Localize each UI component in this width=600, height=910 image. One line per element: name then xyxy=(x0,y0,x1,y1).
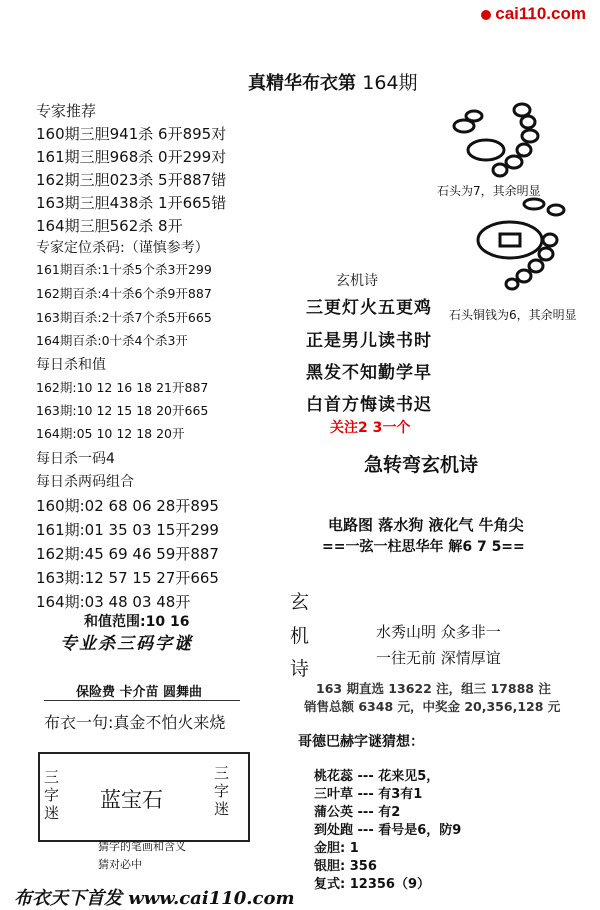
expert-row: 163期三胆438杀 1开665错 xyxy=(36,194,227,212)
expert-row: 164期三胆562杀 8开 xyxy=(36,217,183,235)
two-row: 161期:01 35 03 15开299 xyxy=(36,521,219,539)
sales-line: 销售总额 6348 元，中奖金 20,356,128 元 xyxy=(304,699,561,714)
box-note: 猜字的笔画和含义 xyxy=(98,840,186,853)
caption-2: 石头铜钱为6，其余明显 xyxy=(449,308,577,322)
divider xyxy=(44,700,240,701)
goethe-row: 复式: 12356（9） xyxy=(314,877,430,892)
xuan-line: 一往无前 深情厚谊 xyxy=(376,649,501,667)
sum-row: 162期:10 12 16 18 21开887 xyxy=(36,380,209,395)
two-row: 164期:03 48 03 48开 xyxy=(36,593,191,611)
footer[interactable]: 布衣天下首发 www.cai110.com xyxy=(14,888,295,909)
xuan-char: 玄 xyxy=(290,591,310,613)
xuan-char: 机 xyxy=(290,625,310,647)
box-right-label: 三字迷 xyxy=(214,764,230,818)
two-heading: 每日杀两码组合 xyxy=(36,474,134,490)
two-row: 160期:02 68 06 28开895 xyxy=(36,497,219,515)
clue-line-2: ==一弦一柱思华年 解6 7 5== xyxy=(322,539,525,555)
goethe-title: 哥德巴赫字谜猜想： xyxy=(298,734,424,750)
two-row: 163期:12 57 15 27开665 xyxy=(36,569,219,587)
poem-title: 急转弯玄机诗 xyxy=(364,454,479,476)
position-row: 162期百杀:4十杀6个杀9开887 xyxy=(36,286,212,301)
buyi-sentence: 布衣一句:真金不怕火来烧 xyxy=(44,713,226,732)
title-issue: 164期 xyxy=(362,72,418,94)
two-row: 162期:45 69 46 59开887 xyxy=(36,545,219,563)
riddle-title: 专业杀三码字谜 xyxy=(60,634,193,654)
site-logo[interactable] xyxy=(481,4,586,24)
sum-heading: 每日杀和值 xyxy=(36,357,106,373)
position-row: 161期百杀:1十杀5个杀3开299 xyxy=(36,262,212,277)
gem-chain-image-1 xyxy=(450,100,560,182)
page-title xyxy=(248,68,418,95)
expert-row: 161期三胆968杀 0开299对 xyxy=(36,148,227,166)
goethe-row: 到处跑 --- 看号是6，防9 xyxy=(314,823,462,838)
poem-label: 玄机诗 xyxy=(336,273,378,289)
goethe-row: 蒲公英 --- 有2 xyxy=(314,805,401,820)
clue-line: 电路图 落水狗 液化气 牛角尖 xyxy=(328,516,524,534)
sum-row: 163期:10 12 15 18 20开665 xyxy=(36,403,209,418)
position-row: 163期百杀:2十杀7个杀5开665 xyxy=(36,310,212,325)
goethe-row: 三叶草 --- 有3有1 xyxy=(314,787,423,802)
caption-1: 石头为7，其余明显 xyxy=(437,184,541,198)
sum-row: 164期:05 10 12 18 20开 xyxy=(36,426,185,441)
poem-line: 白首方悔读书迟 xyxy=(306,395,432,415)
goethe-row: 金胆: 1 xyxy=(314,841,359,856)
position-heading: 专家定位杀码:（谨慎参考） xyxy=(36,240,209,256)
goethe-row: 银胆: 356 xyxy=(314,859,377,874)
riddle-words: 保险费 卡介苗 圆舞曲 xyxy=(76,685,203,700)
expert-row: 162期三胆023杀 5开887错 xyxy=(36,171,227,189)
xuan-char: 诗 xyxy=(290,658,310,680)
box-word: 蓝宝石 xyxy=(100,788,163,812)
goethe-row: 桃花蕊 --- 花来见5， xyxy=(314,769,440,784)
box-left-label: 三字迷 xyxy=(44,768,60,822)
poem-line: 正是男儿读书时 xyxy=(306,331,432,351)
logo-dot-icon xyxy=(481,10,491,20)
attention-note: 关注2 3一个 xyxy=(330,420,411,436)
sales-line: 163 期直选 13622 注，组三 17888 注 xyxy=(316,681,551,696)
poem-line: 黑发不知勤学早 xyxy=(306,363,432,383)
sum-range: 和值范围:10 16 xyxy=(84,614,190,630)
gem-chain-image-2 xyxy=(470,196,575,292)
expert-heading: 专家推荐 xyxy=(36,102,97,120)
xuan-line: 水秀山明 众多非一 xyxy=(376,623,501,641)
kill-one: 每日杀一码4 xyxy=(36,451,115,467)
logo-text: cai110.com xyxy=(495,4,586,23)
expert-row: 160期三胆941杀 6开895对 xyxy=(36,125,227,143)
poem-line: 三更灯火五更鸡 xyxy=(306,298,432,318)
position-row: 164期百杀:0十杀4个杀3开 xyxy=(36,333,188,348)
title-text: 真精华布衣第 xyxy=(248,73,356,94)
box-note: 猜对必中 xyxy=(98,858,142,871)
